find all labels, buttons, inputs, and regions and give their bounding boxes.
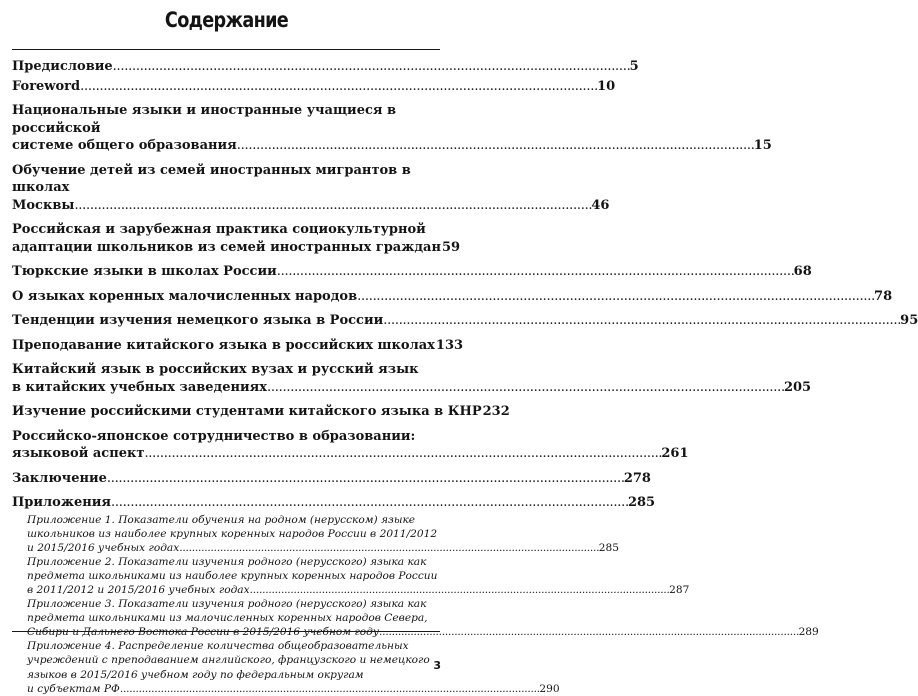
- toc-line: [12, 239, 461, 257]
- toc-entry-page: 232: [482, 404, 510, 419]
- leader-dots: [144, 445, 660, 463]
- appendix-title-cont: в 2011/2012 и 2015/2016 учебных годах: [27, 583, 250, 596]
- toc-entry-title: Преподавание китайского языка в российских школах: [12, 337, 435, 353]
- appendix-title: Приложение 2. Показатели изучения родного (нерусского) языка как: [27, 555, 427, 568]
- appendix-title-cont: Сибири и Дальнего Востока России в 2015/2016 учебном году: [27, 626, 380, 639]
- leader-dots: [107, 470, 623, 488]
- toc-entry-page: 10: [597, 78, 616, 94]
- appendix-page: 290: [539, 682, 560, 695]
- toc-entry-title: Обучение детей из семей иностранных мигрантов в школах: [12, 162, 411, 195]
- toc-line: [12, 288, 893, 306]
- toc-line: [27, 682, 560, 696]
- toc-entry[interactable]: [12, 78, 616, 96]
- leader-dots: [120, 682, 539, 696]
- toc-line: [12, 263, 812, 281]
- toc-entry-title: Российско-японское сотрудничество в образовании:: [12, 428, 416, 444]
- toc-entry-page: 78: [874, 288, 893, 304]
- appendix-title-cont: школьников из наиболее крупных коренных народов России в 2011/2012: [27, 527, 438, 540]
- toc-entry-title: Российская и зарубежная практика социокультурной: [12, 222, 426, 237]
- appendix-title: Приложение 4. Распределение количества общеобразовательных: [27, 640, 409, 653]
- toc-line: [12, 312, 918, 330]
- toc-entry-title: Изучение российскими студентами китайского языка в КНР: [12, 404, 482, 419]
- header-rule: [12, 49, 440, 50]
- toc-entry-page: 278: [623, 470, 651, 486]
- toc-line: [12, 137, 772, 155]
- appendix-title-cont: и субъектам РФ: [27, 682, 120, 695]
- toc-entry-title-cont: системе общего образования: [12, 138, 237, 153]
- toc-entry-page: 15: [753, 138, 772, 153]
- appendix-title-cont: предмета школьниками из наиболее крупных коренных народов России: [27, 569, 438, 582]
- leader-dots: [379, 625, 798, 639]
- toc-entry-title: Приложения: [12, 495, 112, 510]
- toc-entry[interactable]: [12, 312, 918, 330]
- toc-entry-page: 261: [661, 446, 689, 461]
- leader-dots: [250, 583, 669, 597]
- leader-dots: [74, 197, 590, 215]
- toc-line: [12, 379, 812, 397]
- toc-entry-page: 5: [629, 59, 639, 74]
- toc-line: [27, 625, 819, 639]
- toc-entry-page: 133: [435, 337, 464, 353]
- toc-line: [27, 583, 690, 597]
- toc-line: [12, 78, 616, 96]
- toc-line: [12, 197, 610, 215]
- appendix-title: Приложение 1. Показатели обучения на родном (нерусском) языке: [27, 513, 416, 526]
- appendix-title-cont: и 2015/2016 учебных годах: [27, 541, 180, 554]
- table-of-contents: [12, 58, 918, 696]
- toc-entry-page: 46: [591, 197, 610, 213]
- leader-dots: [357, 288, 873, 306]
- toc-entry[interactable]: [12, 494, 656, 512]
- toc-entry-title-cont: Москвы: [12, 197, 75, 213]
- leader-dots: [267, 379, 783, 397]
- toc-entry-title: Национальные языки и иностранные учащиеся в российской: [12, 103, 397, 136]
- leader-dots: [237, 137, 753, 155]
- toc-line: [12, 403, 510, 421]
- toc-entry-title-cont: в китайских учебных заведениях: [12, 379, 268, 395]
- toc-entry[interactable]: [12, 162, 610, 215]
- toc-entry-title: Китайский язык в российских вузах и русский язык: [12, 362, 419, 377]
- leader-dots: [383, 312, 899, 330]
- toc-entry-title-cont: адаптации школьников из семей иностранных граждан: [12, 239, 441, 255]
- appendix-title-cont: языков в 2015/2016 учебном году по федеральным округам: [27, 668, 364, 681]
- leader-dots: [277, 263, 793, 281]
- toc-entry-title: Foreword: [12, 78, 81, 94]
- toc-entry-title: Тюркские языки в школах России: [12, 264, 277, 279]
- appendix-title-cont: предмета школьниками из малочисленных коренных народов Севера,: [27, 612, 428, 625]
- leader-dots: [113, 58, 629, 76]
- appendix-title: Приложение 3. Показатели изучения родного (нерусского) языка как: [27, 598, 427, 611]
- appendix-entry[interactable]: [12, 639, 560, 695]
- page-title: Содержание: [164, 8, 289, 32]
- toc-entry-title: Тенденции изучения немецкого языка в России: [12, 313, 384, 328]
- toc-entry[interactable]: [12, 470, 651, 488]
- appendix-page: 287: [669, 583, 690, 596]
- toc-entry-page: 285: [627, 495, 656, 510]
- toc-entry[interactable]: [12, 403, 510, 421]
- toc-entry-title: Заключение: [12, 470, 107, 486]
- toc-entry-page: 68: [793, 264, 812, 279]
- toc-entry[interactable]: [12, 58, 639, 76]
- toc-entry-title: О языках коренных малочисленных народов: [12, 288, 358, 304]
- toc-entry[interactable]: [12, 337, 464, 355]
- toc-line: [12, 337, 464, 355]
- toc-entry[interactable]: [12, 221, 461, 256]
- appendix-entry[interactable]: [12, 597, 819, 639]
- toc-entry[interactable]: [12, 361, 812, 396]
- toc-entry-title: Предисловие: [12, 59, 113, 74]
- toc-line: [27, 541, 619, 555]
- toc-entry-page: 59: [441, 239, 461, 255]
- toc-line: [12, 470, 651, 488]
- toc-entry-title-cont: языковой аспект: [12, 446, 145, 461]
- appendix-page: 285: [598, 541, 619, 554]
- footer-rule: [12, 631, 440, 632]
- toc-entry[interactable]: [12, 428, 689, 463]
- appendix-title-cont: учреждений с преподаванием английского, французского и немецкого: [27, 654, 430, 667]
- appendix-entry[interactable]: [12, 513, 619, 555]
- toc-line: [12, 494, 656, 512]
- appendix-page: 289: [798, 626, 819, 639]
- leader-dots: [111, 494, 627, 512]
- toc-entry[interactable]: [12, 102, 772, 155]
- page-number: 3: [433, 659, 441, 672]
- toc-line: [12, 445, 689, 463]
- toc-entry-page: 205: [783, 379, 812, 395]
- toc-entry-page: 95: [900, 313, 918, 328]
- toc-entry[interactable]: [12, 263, 812, 281]
- leader-dots: [80, 78, 596, 96]
- toc-entry[interactable]: [12, 288, 893, 306]
- toc-line: [12, 58, 639, 76]
- appendix-entry[interactable]: [12, 555, 690, 597]
- leader-dots: [179, 541, 598, 555]
